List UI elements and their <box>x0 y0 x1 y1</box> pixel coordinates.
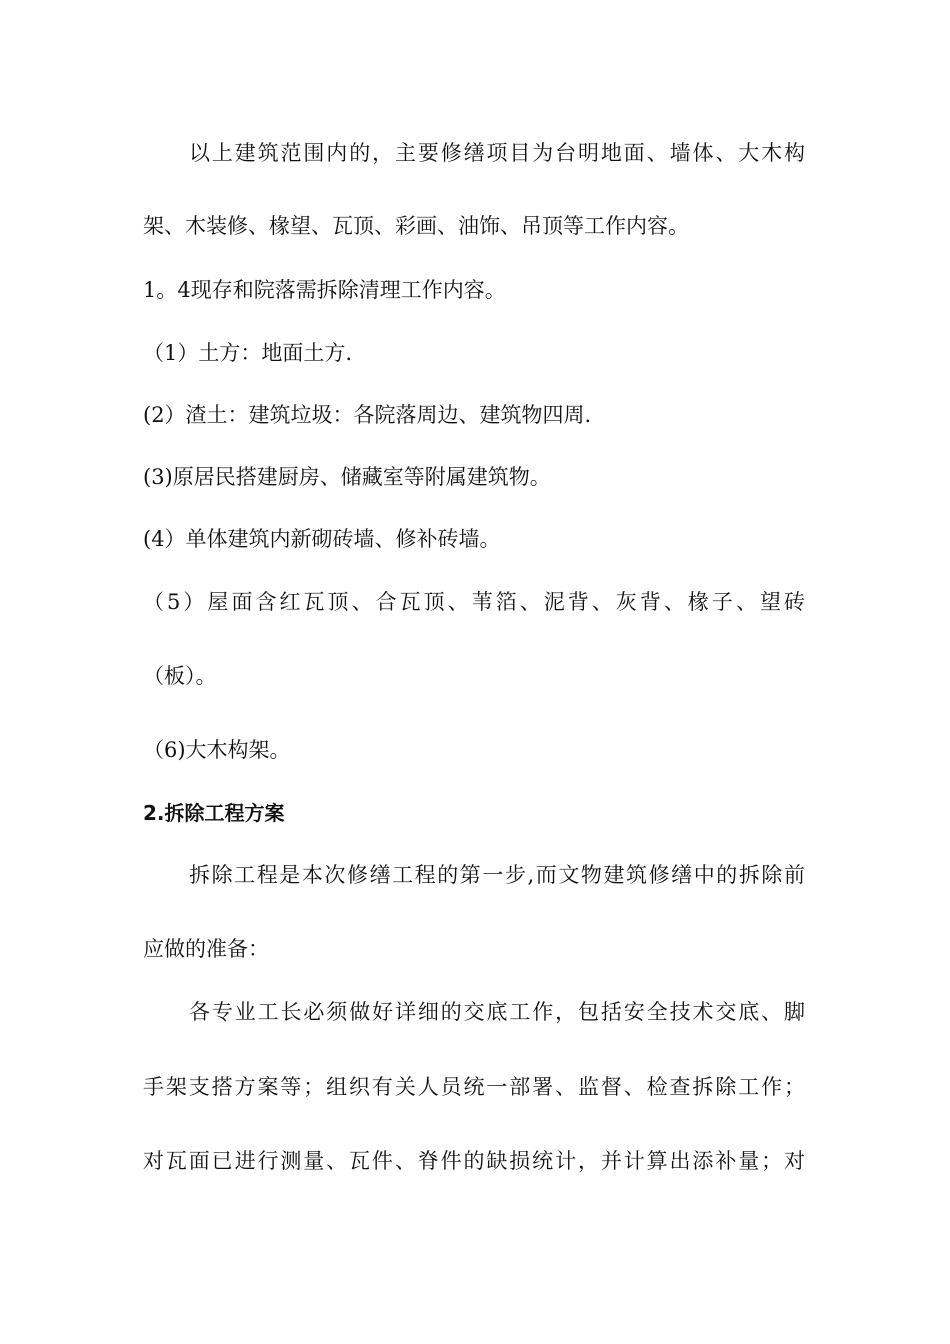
list-item-5: （5）屋面含红瓦顶、合瓦顶、苇箔、泥背、灰背、椽子、望砖 <box>143 590 805 614</box>
paragraph-line-13: 应做的准备： <box>143 937 269 961</box>
list-item-6: （6)大木构架。 <box>143 738 291 762</box>
list-item-5-continued: （板）。 <box>143 664 217 688</box>
paragraph-line-16: 对瓦面已进行测量、瓦件、脊件的缺损统计，并计算出添补量；对 <box>143 1149 805 1173</box>
list-item-1: （1）土方：地面土方. <box>143 341 353 365</box>
list-item-2: (2）渣土：建筑垃圾：各院落周边、建筑物四周. <box>143 403 592 427</box>
paragraph-line-1: 以上建筑范围内的，主要修缮项目为台明地面、墙体、大木构 <box>189 141 805 165</box>
paragraph-line-2: 架、木装修、椽望、瓦顶、彩画、油饰、吊顶等工作内容。 <box>143 214 689 238</box>
section-title-1-4: 1。4现存和院落需拆除清理工作内容。 <box>143 278 506 302</box>
list-item-4: (4）单体建筑内新砌砖墙、修补砖墙。 <box>143 527 501 551</box>
section-heading-2: 2.拆除工程方案 <box>143 801 285 825</box>
paragraph-line-15: 手架支搭方案等；组织有关人员统一部署、监督、检查拆除工作； <box>143 1075 805 1099</box>
paragraph-line-12: 拆除工程是本次修缮工程的第一步,而文物建筑修缮中的拆除前 <box>189 863 805 887</box>
list-item-3: (3)原居民搭建厨房、储藏室等附属建筑物。 <box>143 465 551 489</box>
paragraph-line-14: 各专业工长必须做好详细的交底工作，包括安全技术交底、脚 <box>189 1000 805 1024</box>
